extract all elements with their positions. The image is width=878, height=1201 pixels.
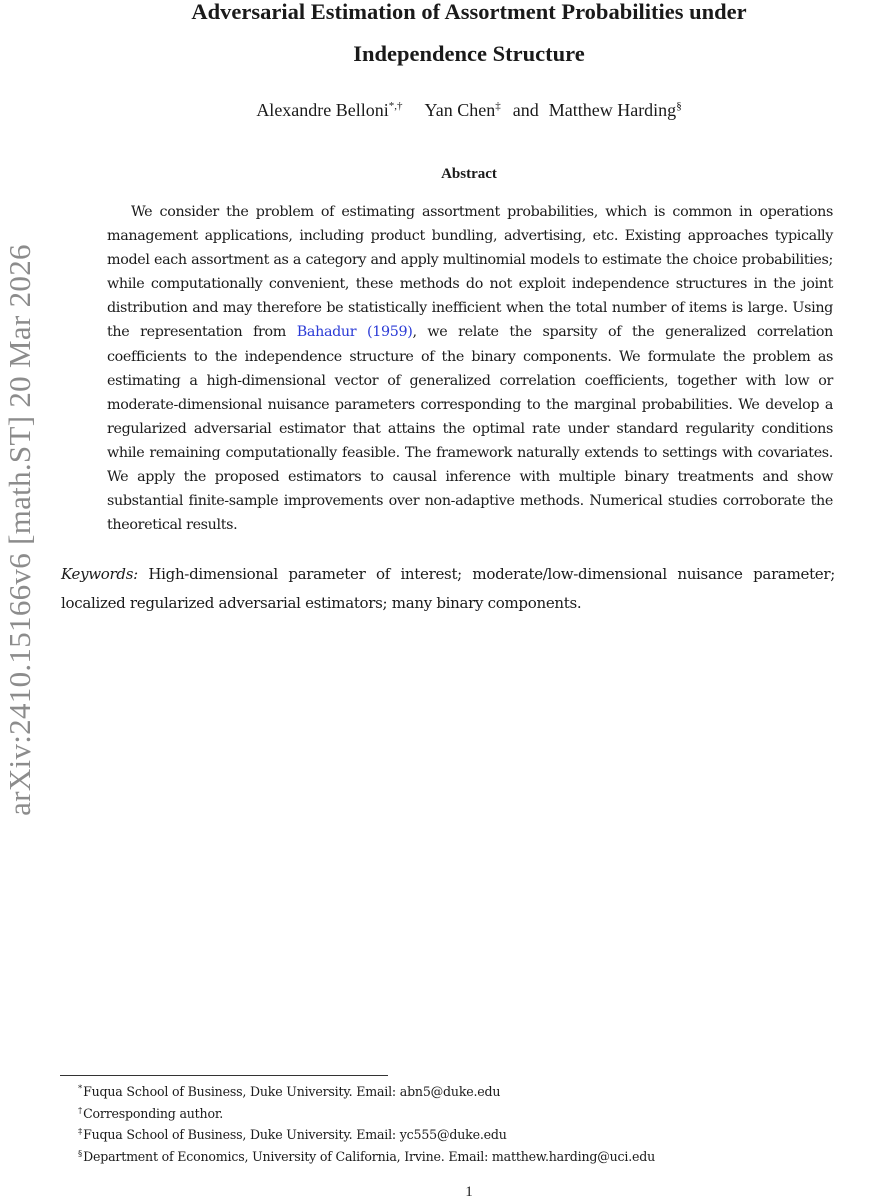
- arxiv-identifier-stamp: arXiv:2410.15166v6 [math.ST] 20 Mar 2026: [2, 244, 37, 816]
- abstract-body: [107, 200, 833, 537]
- footnote-mark: §: [78, 1148, 83, 1159]
- footnote-mark: *: [78, 1084, 83, 1094]
- author-name: Yan Chen: [424, 100, 496, 120]
- keywords-text: High-dimensional parameter of interest; moderate/low-dimensional nuisance parameter; localized regularized adversarial estimators; many binary components.: [61, 565, 836, 612]
- authors-conjunction: and: [512, 100, 539, 120]
- footnote-text: Fuqua School of Business, Duke University. Email: abn5@duke.edu: [83, 1084, 501, 1099]
- keywords-section: [61, 560, 835, 617]
- paper-title-line-1: Adversarial Estimation of Assortment Probabilities under: [191, 0, 747, 24]
- author-name: Alexandre Belloni: [256, 100, 389, 120]
- author-name: Matthew Harding: [548, 100, 677, 120]
- footnote-text: Corresponding author.: [83, 1105, 224, 1121]
- keywords-label: Keywords:: [61, 565, 138, 583]
- footnote-text: Fuqua School of Business, Duke University. Email: yc555@duke.edu: [83, 1127, 507, 1142]
- footnote-item: [78, 1080, 655, 1102]
- footnote-mark: †: [78, 1105, 83, 1116]
- paper-title-line-2: Independence Structure: [353, 41, 585, 66]
- author-list: [60, 100, 878, 121]
- author-affiliation-mark: ‡: [495, 100, 501, 112]
- footnote-divider: [60, 1075, 388, 1076]
- footnote-text: Department of Economics, University of California, Irvine. Email: matthew.harding@uci.edu: [83, 1148, 656, 1164]
- citation-link[interactable]: Bahadur (1959): [296, 324, 413, 341]
- abstract-text: We consider the problem of estimating assortment probabilities, which is common in operations management applications, including product bundling, advertising, etc. Existing approaches typically model each assortment as a category and apply multinomial models to estimate the choice probabilities; while computationally convenient, these methods do not exploit independence structures in the joint distribution and may therefore be statistically inefficient when the total number of items is large. Using the representation from: [107, 204, 833, 341]
- page-number: 1: [465, 1184, 473, 1200]
- footnotes-list: [78, 1080, 655, 1166]
- abstract-text: , we relate the sparsity of the generalized correlation coefficients to the independence structure of the binary components. We formulate the problem as estimating a high-dimensional vector of generalized correlation coefficients, together with low or moderate-dimensional nuisance parameters corresponding to the marginal probabilities. We develop a regularized adversarial estimator that attains the optimal rate under standard regularity conditions while remaining computationally feasible. The framework naturally extends to settings with covariates. We apply the proposed estimators to causal inference with multiple binary treatments and show substantial finite-sample improvements over non-adaptive methods. Numerical studies corroborate the theoretical results.: [107, 324, 834, 534]
- footnote-item: [78, 1123, 655, 1145]
- author-affiliation-mark: §: [676, 100, 682, 112]
- abstract-heading: Abstract: [441, 166, 497, 182]
- footnote-item: [78, 1102, 655, 1124]
- author-affiliation-mark: *,†: [388, 100, 403, 112]
- footnote-item: [78, 1145, 655, 1167]
- footnote-mark: ‡: [78, 1127, 83, 1137]
